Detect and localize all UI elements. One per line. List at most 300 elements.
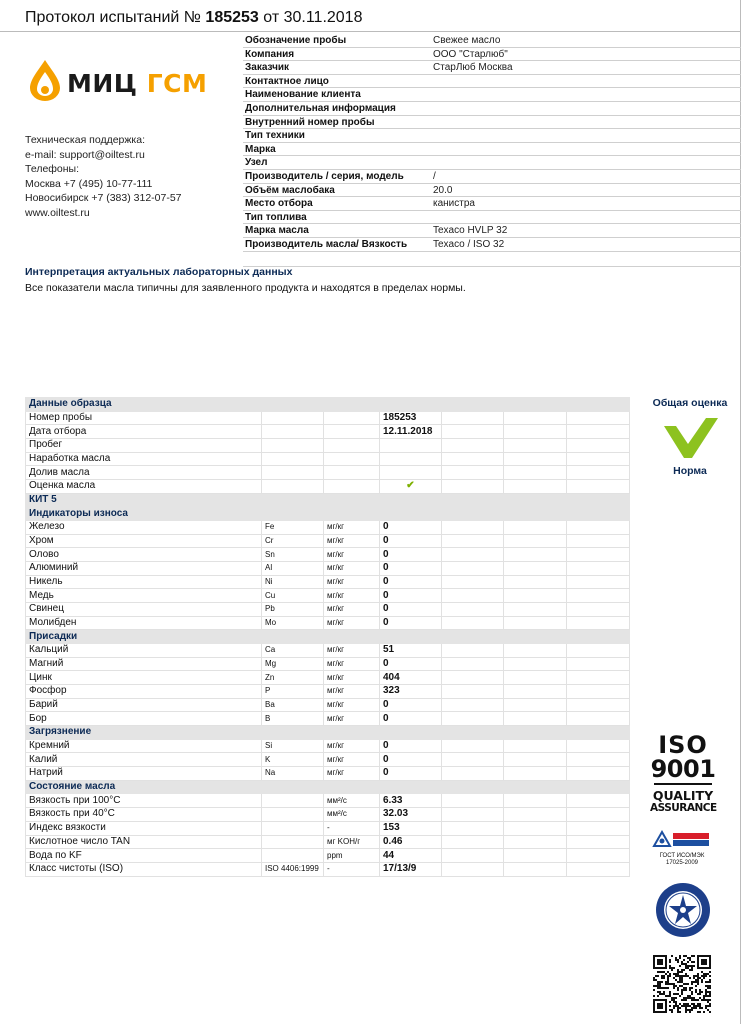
sample-info-row [243,143,741,157]
empty-cell [567,425,630,439]
parameter-value: 0 [380,534,442,548]
empty-cell [567,794,630,808]
sample-field-value [380,452,442,466]
empty-cell [442,452,504,466]
empty-cell [442,439,504,453]
empty-cell [442,411,504,425]
empty-cell [262,425,324,439]
parameter-name: Бор [26,712,262,726]
empty-cell [262,411,324,425]
parameter-unit: ppm [324,849,380,863]
parameter-value: 404 [380,671,442,685]
sample-info-value: Свежее масло [433,35,501,46]
parameter-unit: мг/кг [324,589,380,603]
parameter-unit: мг/кг [324,562,380,576]
phone-novosibirsk: Новосибирск +7 (383) 312-07-57 [25,192,182,205]
result-row [26,548,630,562]
report-number: 185253 [205,9,259,26]
sample-info-label: Марка [245,143,276,155]
parameter-name: Вязкость при 40°С [26,808,262,822]
parameter-name: Фосфор [26,685,262,699]
parameter-symbol: Ca [262,644,324,658]
sample-info-label: Производитель масла/ Вязкость [245,238,408,250]
parameter-unit: мг/кг [324,671,380,685]
empty-cell [504,753,567,767]
sample-info-value: ООО "Старлюб" [433,48,508,60]
parameter-value: 0 [380,548,442,562]
oil-rating-check-icon: ✔ [380,480,442,494]
empty-cell [504,439,567,453]
parameter-symbol: Mo [262,616,324,630]
parameter-value: 0 [380,521,442,535]
empty-cell [567,849,630,863]
parameter-name: Никель [26,575,262,589]
parameter-value: 0 [380,603,442,617]
empty-cell [504,835,567,849]
parameter-value: 17/13/9 [380,862,442,876]
sample-info-row [243,102,741,116]
sample-info-value: 20.0 [433,184,453,196]
parameter-unit: мг/кг [324,575,380,589]
empty-cell [504,480,567,494]
empty-cell [442,835,504,849]
overall-rating-title: Общая оценка [652,397,728,409]
empty-cell [504,411,567,425]
interpretation-heading: Интерпретация актуальных лабораторных данных [25,266,293,278]
parameter-unit: мг/кг [324,657,380,671]
empty-cell [567,657,630,671]
empty-cell [504,452,567,466]
result-row [26,657,630,671]
sample-info-row [243,34,741,48]
result-row [26,534,630,548]
empty-cell [567,862,630,876]
empty-cell [504,616,567,630]
section-title: Загрязнение [26,726,630,740]
parameter-value: 0 [380,657,442,671]
parameter-name: Медь [26,589,262,603]
contact-block [25,133,182,221]
sample-field-value [380,439,442,453]
result-row [26,562,630,576]
empty-cell [442,562,504,576]
parameter-symbol: Na [262,767,324,781]
result-row [26,616,630,630]
empty-cell [567,753,630,767]
empty-cell [262,480,324,494]
parameter-name: Олово [26,548,262,562]
phones-label: Телефоны: [25,163,80,176]
empty-cell [504,685,567,699]
sample-info-value: канистра [433,198,475,210]
parameter-value: 153 [380,821,442,835]
empty-cell [324,452,380,466]
parameter-symbol: Cr [262,534,324,548]
parameter-name: Кислотное число TAN [26,835,262,849]
sample-row [26,425,630,439]
parameter-name: Цинк [26,671,262,685]
parameter-name: Индекс вязкости [26,821,262,835]
empty-cell [442,712,504,726]
section-title: Состояние масла [26,780,630,794]
empty-cell [504,644,567,658]
parameter-symbol: Ni [262,575,324,589]
report-date: от 30.11.2018 [263,9,363,26]
sample-info-row [243,88,741,102]
parameter-name: Вода по KF [26,849,262,863]
empty-cell [567,644,630,658]
support-label: Техническая поддержка: [25,134,146,146]
sample-row [26,439,630,453]
empty-cell [262,452,324,466]
empty-cell [567,808,630,822]
empty-cell [442,534,504,548]
empty-cell [504,808,567,822]
parameter-name: Железо [26,521,262,535]
parameter-name: Алюминий [26,562,262,576]
empty-cell [504,794,567,808]
result-row [26,685,630,699]
sample-info-label: Тип топлива [245,211,307,223]
empty-cell [504,712,567,726]
empty-cell [442,849,504,863]
section-title-sample: Данные образца [26,398,630,412]
empty-cell [324,411,380,425]
empty-cell [442,425,504,439]
empty-cell [567,712,630,726]
empty-cell [504,575,567,589]
empty-cell [567,835,630,849]
parameter-name: Вязкость при 100°С [26,794,262,808]
parameter-name: Барий [26,698,262,712]
section-header-row [26,780,630,794]
oil-drop-icon [25,58,65,102]
report-title [25,9,362,27]
empty-cell [567,439,630,453]
sample-info-label: Контактное лицо [245,75,329,87]
sample-row [26,466,630,480]
empty-cell [442,821,504,835]
empty-cell [324,466,380,480]
sample-info-row [243,197,741,211]
sample-info-label: Компания [245,48,295,60]
section-header-row [26,493,630,507]
parameter-unit: мг/кг [324,685,380,699]
empty-cell [504,849,567,863]
parameter-name: Магний [26,657,262,671]
parameter-name: Молибден [26,616,262,630]
sample-field-label: Пробег [26,439,262,453]
sample-info-value: Texaco HVLP 32 [433,225,508,237]
empty-cell [504,521,567,535]
sample-info-label: Узел [245,157,268,169]
sample-info-row [243,61,741,75]
result-row [26,739,630,753]
parameter-unit: мм²/с [324,808,380,822]
parameter-unit: мм²/с [324,794,380,808]
empty-cell [504,534,567,548]
section-title: Присадки [26,630,630,644]
empty-cell [504,425,567,439]
result-row [26,712,630,726]
result-row [26,589,630,603]
parameter-value: 44 [380,849,442,863]
result-row [26,808,630,822]
empty-cell [442,616,504,630]
parameter-symbol: Cu [262,589,324,603]
empty-cell [442,739,504,753]
support-email[interactable]: e-mail: support@oiltest.ru [25,148,145,161]
parameter-symbol: ISO 4406:1999 [262,862,324,876]
parameter-unit: мг KOH/г [324,835,380,849]
parameter-value: 0 [380,753,442,767]
empty-cell [567,575,630,589]
empty-cell [567,548,630,562]
empty-cell [442,685,504,699]
parameter-unit: мг/кг [324,616,380,630]
parameter-value: 0 [380,575,442,589]
empty-cell [504,739,567,753]
empty-cell [504,671,567,685]
parameter-symbol: Ba [262,698,324,712]
sample-info-row [243,129,741,143]
result-row [26,849,630,863]
sample-row [26,480,630,494]
section-header-row [26,726,630,740]
parameter-value: 0 [380,739,442,753]
title-divider [0,31,741,32]
sample-info-value: Texaco / ISO 32 [433,238,505,250]
parameter-symbol [262,821,324,835]
parameter-unit: - [324,862,380,876]
interpretation-text: Все показатели масла типичны для заявленного продукта и находятся в пределах нормы. [25,282,466,294]
parameter-symbol: Si [262,739,324,753]
empty-cell [442,862,504,876]
empty-cell [567,480,630,494]
empty-cell [442,698,504,712]
parameter-name: Калий [26,753,262,767]
parameter-symbol [262,835,324,849]
empty-cell [262,439,324,453]
sample-info-label: Объём маслобака [245,184,335,196]
empty-cell [567,821,630,835]
result-row [26,671,630,685]
sample-field-label: Оценка масла [26,480,262,494]
parameter-symbol: Sn [262,548,324,562]
parameter-symbol: Fe [262,521,324,535]
empty-cell [504,657,567,671]
rosexpertiza-icon [652,830,712,850]
parameter-name: Свинец [26,603,262,617]
empty-cell [324,480,380,494]
sample-field-value [380,466,442,480]
website-link[interactable]: www.oiltest.ru [25,206,90,219]
empty-cell [442,657,504,671]
report-title-prefix: Протокол испытаний № [25,9,201,26]
empty-cell [442,644,504,658]
parameter-symbol [262,794,324,808]
empty-cell [442,575,504,589]
parameter-unit: мг/кг [324,548,380,562]
sample-info-table [243,34,741,252]
empty-cell [442,548,504,562]
sample-field-value: 12.11.2018 [380,425,442,439]
empty-cell [442,767,504,781]
sample-info-label: Наименование клиента [245,89,361,101]
sample-row [26,452,630,466]
result-row [26,794,630,808]
sample-info-bottom-rule [243,266,741,267]
section-header-row [26,507,630,521]
empty-cell [442,521,504,535]
empty-cell [324,425,380,439]
sample-field-label: Номер пробы [26,411,262,425]
empty-cell [567,767,630,781]
parameter-symbol [262,808,324,822]
sample-info-label: Место отбора [245,198,313,210]
parameter-unit: мг/кг [324,521,380,535]
result-row [26,767,630,781]
parameter-symbol: Al [262,562,324,576]
sample-info-row [243,116,741,130]
sample-field-label: Долив масла [26,466,262,480]
empty-cell [442,589,504,603]
empty-cell [567,521,630,535]
empty-cell [442,794,504,808]
empty-cell [504,821,567,835]
parameter-value: 0 [380,698,442,712]
parameter-unit: мг/кг [324,739,380,753]
parameter-symbol: Pb [262,603,324,617]
empty-cell [504,862,567,876]
sample-info-label: Внутренний номер пробы [245,116,375,128]
sample-field-value: 185253 [380,411,442,425]
empty-cell [567,562,630,576]
parameter-value: 0.46 [380,835,442,849]
result-row [26,835,630,849]
empty-cell [442,808,504,822]
sample-info-value: / [433,170,436,182]
result-row [26,644,630,658]
sample-info-row [243,75,741,89]
empty-cell [442,466,504,480]
parameter-value: 0 [380,767,442,781]
sample-info-value: СтарЛюб Москва [433,62,513,74]
parameter-name: Класс чистоты (ISO) [26,862,262,876]
empty-cell [567,671,630,685]
parameter-value: 6.33 [380,794,442,808]
sample-info-row [243,238,741,252]
overall-rating-label: Норма [673,465,707,477]
parameter-unit: мг/кг [324,698,380,712]
parameter-unit: мг/кг [324,603,380,617]
result-row [26,862,630,876]
parameter-name: Кремний [26,739,262,753]
parameter-name: Кальций [26,644,262,658]
empty-cell [442,480,504,494]
empty-cell [567,685,630,699]
sample-info-row [243,184,741,198]
sample-row [26,411,630,425]
sample-field-label: Наработка масла [26,452,262,466]
parameter-unit: мг/кг [324,753,380,767]
empty-cell [442,603,504,617]
section-title: Индикаторы износа [26,507,630,521]
section-header-row [26,398,630,412]
parameter-unit: - [324,821,380,835]
empty-cell [567,616,630,630]
empty-cell [504,466,567,480]
empty-cell [442,753,504,767]
parameter-symbol: Mg [262,657,324,671]
empty-cell [504,767,567,781]
sample-info-label: Производитель / серия, модель [245,170,404,182]
sample-info-label: Тип техники [245,130,305,142]
company-logo [25,58,208,102]
sample-info-label: Дополнительная информация [245,102,396,114]
empty-cell [567,452,630,466]
parameter-value: 323 [380,685,442,699]
result-row [26,521,630,535]
result-row [26,698,630,712]
parameter-unit: мг/кг [324,534,380,548]
empty-cell [504,698,567,712]
parameter-symbol: Zn [262,671,324,685]
section-header-row [26,630,630,644]
empty-cell [442,671,504,685]
logo-wordmark: МИЦ ГСМ [67,69,208,98]
empty-cell [262,466,324,480]
result-row [26,821,630,835]
parameter-unit: мг/кг [324,712,380,726]
parameter-value: 0 [380,589,442,603]
sample-info-label: Обозначение пробы [245,35,347,46]
gost-accreditation-badge: ГОСТ ИСО/МЭК 17025-2009 [652,830,712,867]
parameter-unit: мг/кг [324,644,380,658]
parameter-symbol [262,849,324,863]
result-row [26,575,630,589]
registry-seal-icon [655,882,711,938]
sample-info-row [243,211,741,225]
kit-label: КИТ 5 [26,493,630,507]
empty-cell [324,439,380,453]
sample-field-label: Дата отбора [26,425,262,439]
qr-code-icon [653,955,711,1013]
empty-cell [504,562,567,576]
iso-9001-badge: ISO 9001 QUALITY ASSURANCE [650,731,717,814]
parameter-value: 0 [380,562,442,576]
empty-cell [567,466,630,480]
sample-info-row [243,224,741,238]
empty-cell [567,534,630,548]
parameter-value: 0 [380,712,442,726]
parameter-symbol: P [262,685,324,699]
parameter-value: 32.03 [380,808,442,822]
parameter-value: 0 [380,616,442,630]
parameter-symbol: B [262,712,324,726]
parameter-unit: мг/кг [324,767,380,781]
phone-moscow: Москва +7 (495) 10-77-111 [25,177,153,190]
sample-info-row [243,48,741,62]
empty-cell [567,739,630,753]
empty-cell [567,603,630,617]
empty-cell [567,411,630,425]
empty-cell [567,698,630,712]
empty-cell [504,589,567,603]
result-row [26,753,630,767]
lab-results-table [25,397,630,877]
sample-info-row [243,170,741,184]
